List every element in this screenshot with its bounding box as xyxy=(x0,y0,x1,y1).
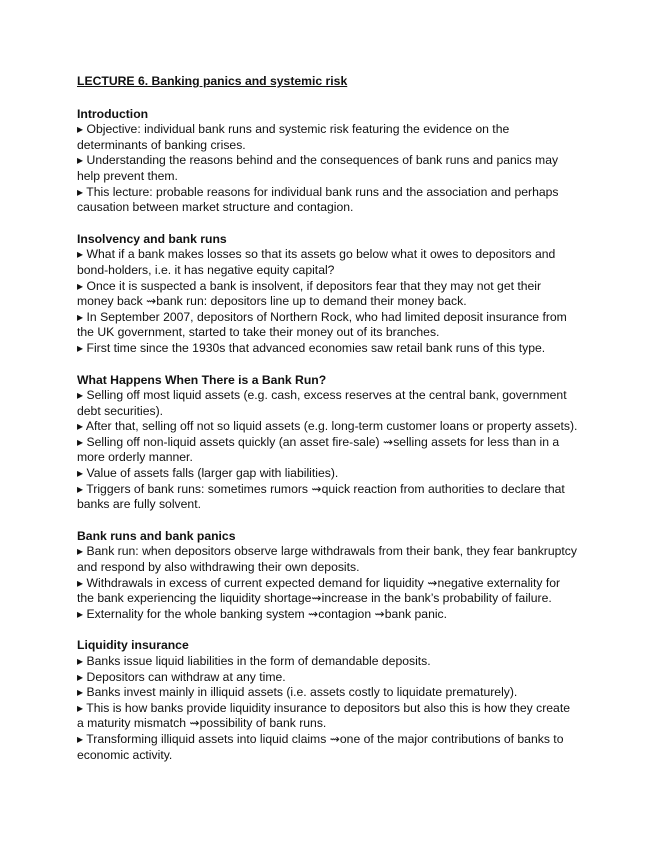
bullet-item xyxy=(77,279,579,310)
bullet-text: Value of assets falls (larger gap with liabilities). xyxy=(86,466,339,481)
bullet-text: Selling off non-liquid assets quickly (an asset fire-sale) ⇝selling assets for less than in a more orderly manner. xyxy=(77,434,560,465)
bullet-triangle-icon: ▸ xyxy=(77,685,84,700)
bullet-triangle-icon: ▸ xyxy=(77,184,84,199)
bullet-item xyxy=(77,670,579,686)
bullet-triangle-icon: ▸ xyxy=(77,669,84,684)
sections-container xyxy=(77,107,579,764)
bullet-triangle-icon: ▸ xyxy=(77,153,84,168)
bullet-triangle-icon: ▸ xyxy=(77,466,84,481)
bullet-triangle-icon: ▸ xyxy=(77,278,84,293)
bullet-item xyxy=(77,185,579,216)
bullet-triangle-icon: ▸ xyxy=(77,654,84,668)
section xyxy=(77,529,579,623)
section-heading: What Happens When There is a Bank Run? xyxy=(77,372,327,387)
section-heading: Bank runs and bank panics xyxy=(77,528,236,543)
bullet-text: Depositors can withdraw at any time. xyxy=(86,669,286,684)
section xyxy=(77,232,579,357)
bullet-item xyxy=(77,576,579,607)
bullet-triangle-icon: ▸ xyxy=(77,731,84,746)
bullet-text: This lecture: probable reasons for individual bank runs and the association and perhaps causation between market structure and contagion. xyxy=(77,184,559,215)
bullet-text: Once it is suspected a bank is insolvent, if depositors fear that they may not get their money back ⇝bank run: depositors line up to demand their money back. xyxy=(77,278,542,309)
bullet-item xyxy=(77,544,579,575)
bullet-triangle-icon: ▸ xyxy=(77,700,84,715)
bullet-triangle-icon: ▸ xyxy=(77,434,84,449)
bullet-triangle-icon: ▸ xyxy=(77,340,84,355)
bullet-text: Banks invest mainly in illiquid assets (i.e. assets costly to liquidate prematurely). xyxy=(86,685,518,700)
bullet-text: Withdrawals in excess of current expected demand for liquidity ⇝negative externality for the bank experiencing the liquidity shortage⇝increase in the bank’s probability of failure. xyxy=(77,575,561,606)
bullet-text: In September 2007, depositors of Northern Rock, who had limited deposit insurance from the UK government, started to take their money out of its branches. xyxy=(77,309,567,340)
bullet-item xyxy=(77,732,579,763)
section xyxy=(77,107,579,216)
bullet-triangle-icon: ▸ xyxy=(77,309,84,324)
bullet-text: First time since the 1930s that advanced economies saw retail bank runs of this type. xyxy=(86,340,546,355)
bullet-text: Understanding the reasons behind and the consequences of bank runs and panics may help prevent them. xyxy=(77,153,559,183)
section xyxy=(77,373,579,513)
bullet-item xyxy=(77,466,579,482)
bullet-item xyxy=(77,607,579,623)
bullet-item xyxy=(77,388,579,419)
bullet-text: Bank run: when depositors observe large withdrawals from their bank, they fear bankruptcy and respond by also withdrawing their own deposits. xyxy=(77,544,577,575)
bullet-item xyxy=(77,310,579,341)
document-title: LECTURE 6. Banking panics and systemic risk xyxy=(77,74,348,88)
section-heading: Liquidity insurance xyxy=(77,638,189,653)
section xyxy=(77,638,579,763)
bullet-text: What if a bank makes losses so that its assets go below what it owes to depositors and bond-holders, i.e. it has negative equity capital? xyxy=(77,247,556,277)
bullet-text: Banks issue liquid liabilities in the form of demandable deposits. xyxy=(86,654,431,668)
bullet-item xyxy=(77,419,579,435)
bullet-item xyxy=(77,685,579,701)
bullet-triangle-icon: ▸ xyxy=(77,122,84,137)
bullet-triangle-icon: ▸ xyxy=(77,606,84,621)
bullet-text: This is how banks provide liquidity insurance to depositors but also this is how they create a maturity mismatch ⇝possibility of bank runs. xyxy=(77,700,570,731)
bullet-triangle-icon: ▸ xyxy=(77,388,84,403)
bullet-item xyxy=(77,435,579,466)
bullet-triangle-icon: ▸ xyxy=(77,419,84,434)
bullet-triangle-icon: ▸ xyxy=(77,544,84,559)
bullet-text: After that, selling off not so liquid assets (e.g. long-term customer loans or property assets). xyxy=(85,419,578,434)
bullet-item xyxy=(77,122,579,153)
bullet-item xyxy=(77,654,579,670)
bullet-text: Objective: individual bank runs and systemic risk featuring the evidence on the determinants of banking crises. xyxy=(77,122,510,152)
bullet-text: Triggers of bank runs: sometimes rumors ⇝quick reaction from authorities to declare that banks are fully solvent. xyxy=(77,481,565,512)
section-heading: Insolvency and bank runs xyxy=(77,231,227,246)
bullet-triangle-icon: ▸ xyxy=(77,247,84,262)
bullet-text: Selling off most liquid assets (e.g. cash, excess reserves at the central bank, government debt securities). xyxy=(77,388,567,418)
bullet-item xyxy=(77,153,579,184)
bullet-text: Transforming illiquid assets into liquid claims ⇝one of the major contributions of banks to economic activity. xyxy=(77,731,564,762)
bullet-item xyxy=(77,482,579,513)
bullet-item xyxy=(77,701,579,732)
bullet-triangle-icon: ▸ xyxy=(77,575,84,590)
document-page xyxy=(77,74,579,779)
section-heading: Introduction xyxy=(77,106,149,121)
bullet-text: Externality for the whole banking system ⇝contagion ⇝bank panic. xyxy=(86,606,448,621)
bullet-item xyxy=(77,341,579,357)
bullet-triangle-icon: ▸ xyxy=(77,481,84,496)
bullet-item xyxy=(77,247,579,278)
